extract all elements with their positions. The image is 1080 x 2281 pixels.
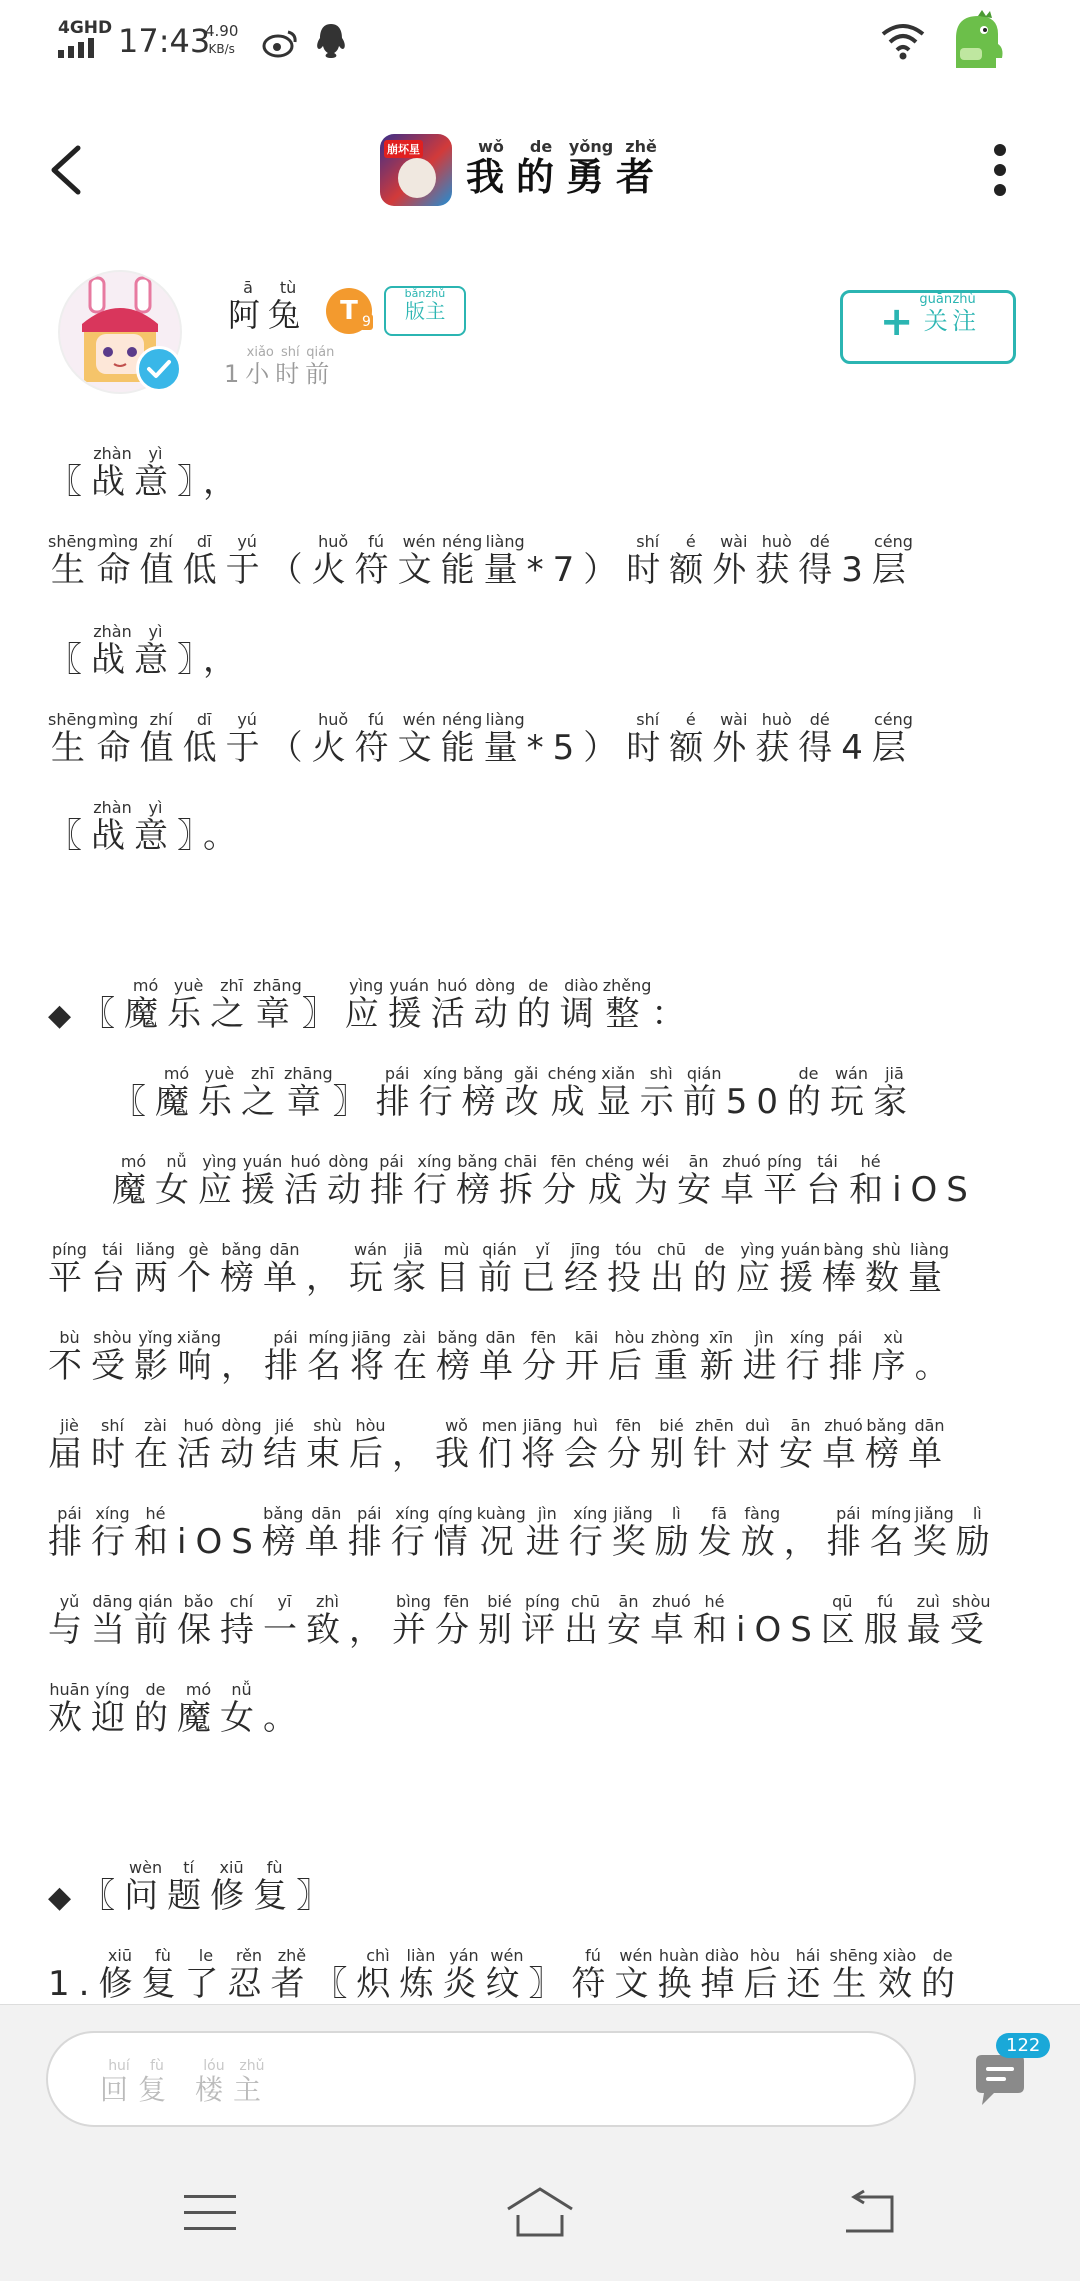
game-icon-badge: 崩坏星 bbox=[384, 140, 423, 158]
author-name[interactable]: 阿ā兔tù bbox=[228, 278, 309, 334]
content-line: 平píng台tái两liǎng个gè榜bǎng单dān， 玩wán家jiā目mù前qián已yǐ经jīng投tóu出chū的de应yìng援yuán棒bàng数shù量liàng bbox=[48, 1240, 951, 1298]
section-heading: ◆ 〖 问wèn题tí修xiū复fù〗 bbox=[48, 1858, 340, 1916]
network-type: 4GHD bbox=[58, 18, 113, 38]
moderator-badge: 版bǎn主zhǔ bbox=[384, 286, 466, 336]
comment-icon[interactable] bbox=[968, 2049, 1032, 2113]
content-line: 1. 修xiū复fù了le忍rěn者zhě〖 炽chì炼liàn炎yán纹wén〗 符fú文wén换huàn掉diào后hòu还hái生shēng效xiào的de bbox=[48, 1946, 965, 2004]
reply-placeholder: 回huí复fù 楼lóu主zhǔ bbox=[100, 2058, 271, 2106]
comment-count-badge: 122 bbox=[996, 2033, 1050, 2058]
signal-icon bbox=[58, 38, 102, 58]
section-heading: ◆ 〖 魔mó乐yuè之zhī章zhāng〗 应yìng援yuán活huó动dòng的de调diào整zhěng： bbox=[48, 976, 695, 1034]
level-badge: T bbox=[326, 288, 372, 334]
game-icon bbox=[380, 134, 452, 206]
content-line: 〖 战zhàn意yì〗， bbox=[48, 444, 246, 502]
net-speed: 4.90 KB/s bbox=[205, 22, 239, 56]
content-line: 〖 魔mó乐yuè之zhī章zhāng〗 排pái行xíng榜bǎng改gǎi成chéng显xiǎn示shì前qián50 的de玩wán家jiā bbox=[112, 1064, 916, 1122]
reply-input[interactable] bbox=[46, 2031, 916, 2127]
clock: 17:43 bbox=[118, 22, 211, 60]
dinosaur-mascot-icon bbox=[942, 8, 1010, 76]
post-time: 1 小xiǎo时shí前qián bbox=[224, 345, 336, 388]
status-bar bbox=[0, 0, 1080, 90]
diamond-bullet-icon: ◆ bbox=[48, 1880, 72, 1915]
verified-icon bbox=[136, 346, 182, 392]
content-line: 生shēng命mìng值zhí低dī于yú（ 火huǒ符fú文wén能néng量liàng*7 ） 时shí额é外wài获huò得dé3 层céng bbox=[48, 532, 915, 590]
back-arrow-icon[interactable] bbox=[42, 140, 98, 200]
home-icon[interactable] bbox=[504, 2185, 576, 2241]
content-line: 〖 战zhàn意yì〗。 bbox=[48, 798, 246, 856]
page-title: 我wǒ的de勇yǒng者zhě bbox=[466, 137, 667, 199]
content-line: 与yǔ当dāng前qián保bǎo持chí一yī致zhì， 并bìng分fēn别bié评píng出chū安ān卓zhuó和héiOS 区qū服fú最zuì受shòu bbox=[48, 1592, 993, 1650]
page-title-group[interactable] bbox=[380, 132, 666, 208]
qq-icon bbox=[314, 22, 348, 60]
content-line: 生shēng命mìng值zhí低dī于yú（ 火huǒ符fú文wén能néng量liàng*5 ） 时shí额é外wài获huò得dé4 层céng bbox=[48, 710, 915, 768]
plus-icon: + bbox=[879, 299, 914, 345]
menu-icon[interactable] bbox=[182, 2191, 238, 2235]
content-line: 排pái行xíng和héiOS 榜bǎng单dān排pái行xíng情qíng况kuàng进jìn行xíng奖jiǎng励lì发fā放fàng， 排pái名míng奖jiǎng励lì bbox=[48, 1504, 999, 1562]
back-nav-icon[interactable] bbox=[842, 2189, 896, 2237]
post-content bbox=[0, 370, 1080, 2004]
follow-label: 关guān注zhù bbox=[919, 292, 977, 335]
content-line: 不bù受shòu影yǐng响xiǎng， 排pái名míng将jiāng在zài榜bǎng单dān分fēn开kāi后hòu重zhòng新xīn进jìn行xíng排pái序xù。 bbox=[48, 1328, 958, 1386]
top-navigation-bar bbox=[0, 90, 1080, 251]
level-number: 9 bbox=[362, 314, 371, 330]
content-line: 魔mó女nǚ应yìng援yuán活huó动dòng排pái行xíng榜bǎng拆chāi分fēn成chéng为wéi安ān卓zhuó平píng台tái和héiOS bbox=[112, 1152, 977, 1210]
diamond-bullet-icon: ◆ bbox=[48, 998, 72, 1033]
author-bar bbox=[0, 250, 1080, 400]
content-line: 〖 战zhàn意yì〗， bbox=[48, 622, 246, 680]
content-line: 欢huān迎yíng的de魔mó女nǚ。 bbox=[48, 1680, 306, 1738]
wifi-icon bbox=[880, 22, 926, 60]
follow-button[interactable] bbox=[840, 290, 1016, 364]
system-navigation-bar bbox=[0, 2155, 1080, 2281]
weibo-icon bbox=[262, 28, 298, 58]
more-options-icon[interactable] bbox=[982, 138, 1018, 202]
reply-bar bbox=[0, 2004, 1080, 2281]
content-line: 届jiè时shí在zài活huó动dòng结jié束shù后hòu， 我wǒ们men将jiāng会huì分fēn别bié针zhēn对duì安ān卓zhuó榜bǎng单dān bbox=[48, 1416, 951, 1474]
